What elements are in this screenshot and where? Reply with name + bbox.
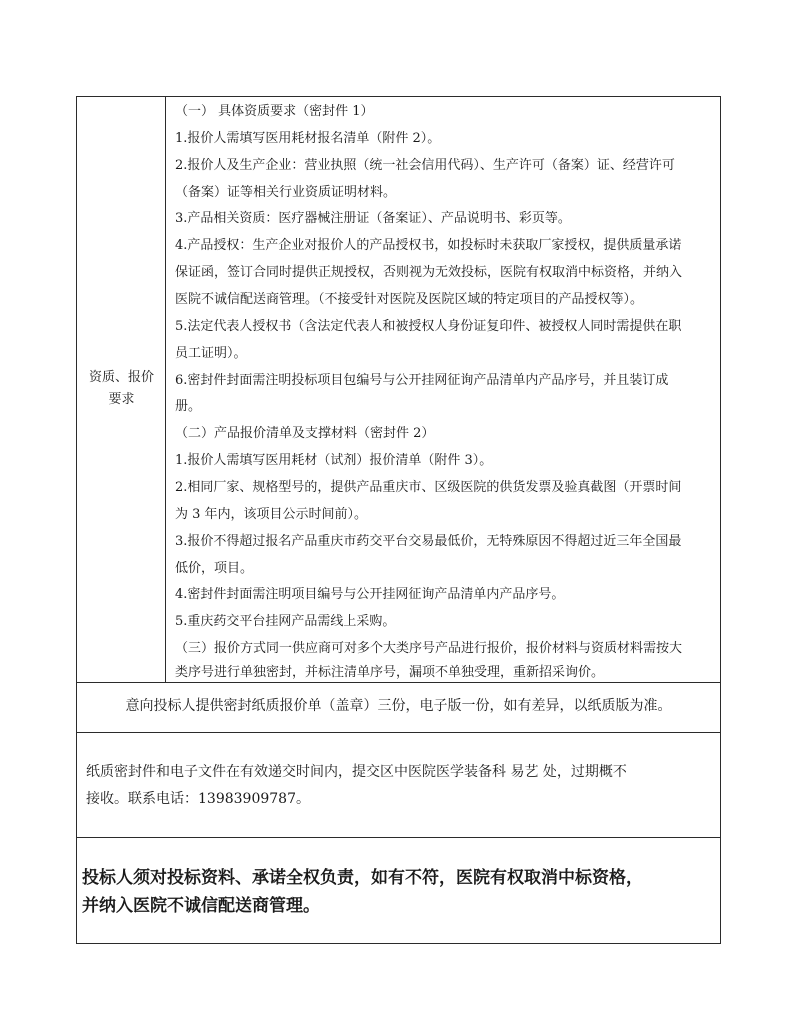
row-label-line-1: 资质、报价 bbox=[88, 370, 154, 385]
requirement-line: （备案）证等相关行业资质证明材料。 bbox=[175, 185, 397, 200]
requirement-line: 4.密封件封面需注明项目编号与公开挂网征询产品清单内产品序号。 bbox=[175, 587, 565, 602]
requirements-content bbox=[167, 97, 720, 682]
submission-row bbox=[77, 683, 720, 733]
requirement-line: （三）报价方式同一供应商可对多个大类序号产品进行报价，报价材料与资质材料需按大 bbox=[175, 641, 683, 656]
requirement-line: （一） 具体资质要求（密封件 1） bbox=[175, 104, 374, 119]
requirement-line: （二）产品报价清单及支撑材料（密封件 2） bbox=[175, 426, 435, 441]
commitment-row bbox=[77, 838, 720, 943]
row-label bbox=[77, 367, 166, 411]
requirement-line: 员工证明）。 bbox=[175, 346, 247, 361]
requirement-line: 低价，项目。 bbox=[175, 561, 254, 576]
requirement-line: 册。 bbox=[175, 399, 202, 414]
requirement-line: 保证函，签订合同时提供正规授权，否则视为无效投标，医院有权取消中标资格，并纳入 bbox=[175, 265, 683, 280]
commitment-line-1: 投标人须对投标资料、承诺全权负责，如有不符，医院有权取消中标资格， bbox=[82, 868, 643, 888]
requirement-line: 4.产品授权：生产企业对报价人的产品授权书，如投标时未获取厂家授权，提供质量承诺 bbox=[175, 238, 682, 253]
requirement-line: 1.报价人需填写医用耗材（试剂）报价清单（附件 3）。 bbox=[175, 453, 493, 468]
requirement-line: 医院不诚信配送商管理。（不接受针对医院及医院区域的特定项目的产品授权等）。 bbox=[175, 292, 644, 307]
commitment-line-2: 并纳入医院不诚信配送商管理。 bbox=[82, 896, 320, 916]
requirement-line: 3.报价不得超过报名产品重庆市药交平台交易最低价，无特殊原因不得超过近三年全国最 bbox=[175, 534, 682, 549]
requirement-line: 2.报价人及生产企业：营业执照（统一社会信用代码）、生产许可（备案）证、经营许可 bbox=[175, 158, 675, 173]
requirement-line: 6.密封件封面需注明投标项目包编号与公开挂网征询产品清单内产品序号，并且装订成 bbox=[175, 373, 669, 388]
requirement-line: 类序号进行单独密封，并标注清单序号，漏项不单独受理，重新招采询价。 bbox=[175, 665, 605, 680]
delivery-note-line-2: 接收。联系电话：13983909787。 bbox=[86, 791, 310, 807]
requirement-line: 5.重庆药交平台挂网产品需线上采购。 bbox=[175, 614, 396, 629]
row-label-line-2: 要求 bbox=[108, 392, 135, 407]
requirement-line: 3.产品相关资质：医疗器械注册证（备案证）、产品说明书、彩页等。 bbox=[175, 211, 571, 226]
requirement-line: 2.相同厂家、规格型号的，提供产品重庆市、区级医院的供货发票及验真截图（开票时间 bbox=[175, 480, 682, 495]
requirement-line: 5.法定代表人授权书（含法定代表人和被授权人身份证复印件、被授权人同时需提供在职 bbox=[175, 319, 682, 334]
requirement-line: 1.报价人需填写医用耗材报名清单（附件 2）。 bbox=[175, 131, 441, 146]
qualification-row bbox=[77, 97, 720, 683]
submission-note: 意向投标人提供密封纸质报价单（盖章）三份，电子版一份，如有差异，以纸质版为准。 bbox=[125, 698, 672, 714]
requirements-table bbox=[76, 96, 721, 944]
delivery-note-line-1: 纸质密封件和电子文件在有效递交时间内，提交区中医院医学装备科 易艺 处，过期概不 bbox=[86, 764, 627, 780]
delivery-row bbox=[77, 733, 720, 838]
row-label-cell bbox=[77, 97, 166, 682]
requirement-line: 为 3 年内，该项目公示时间前）。 bbox=[175, 507, 368, 522]
